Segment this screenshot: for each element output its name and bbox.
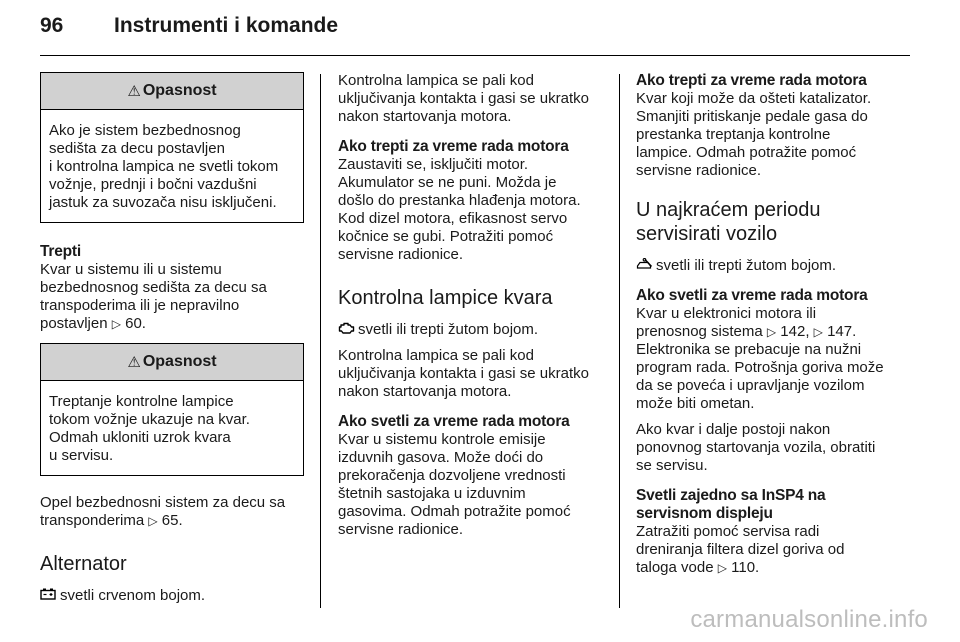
column-left bbox=[40, 72, 304, 613]
wrench-car-icon bbox=[636, 256, 656, 274]
battery-icon bbox=[40, 586, 60, 604]
text-line: Opel bezbednosni sistem za decu sa bbox=[40, 494, 286, 511]
text-line: gasovima. Odmah potražite pomoć bbox=[338, 503, 571, 520]
warning-triangle-icon: ⚠ bbox=[127, 83, 141, 100]
page-ref-link[interactable]: 65. bbox=[157, 512, 183, 529]
text-line: sedišta za decu postavljen bbox=[49, 140, 225, 157]
warning-title: Opasnost bbox=[142, 353, 217, 370]
text-line: servisirati vozilo bbox=[636, 223, 778, 245]
intro2-text bbox=[338, 347, 602, 401]
text-line: Zaustaviti se, isključiti motor. bbox=[338, 156, 529, 173]
text-line: program rada. Potrošnja goriva može bbox=[636, 359, 884, 376]
text-line bbox=[636, 323, 900, 341]
text-line: Ako kvar i dalje postoji nakon bbox=[636, 421, 831, 438]
page-ref-arrow-icon[interactable]: ▷ bbox=[766, 325, 777, 339]
text-line: Kvar koji može da ošteti katalizator. bbox=[636, 90, 872, 107]
text-line: servisnom displeju bbox=[636, 505, 773, 522]
text-line: može biti ometan. bbox=[636, 395, 755, 412]
text-line: se servisu. bbox=[636, 457, 708, 474]
warning-box bbox=[40, 343, 304, 476]
text-fragment: svetli ili trepti žutom bojom. bbox=[656, 257, 837, 274]
section-heading-blinks: Ako trepti za vreme rada motora bbox=[338, 138, 569, 155]
section-heading-trepti: Trepti bbox=[40, 243, 82, 260]
text-line: servisne radionice. bbox=[636, 162, 762, 179]
text-fragment: transponderima bbox=[40, 512, 149, 529]
column-divider bbox=[320, 74, 321, 608]
text-line: ponovnog startovanja vozila, obratiti bbox=[636, 439, 876, 456]
text-line: Treptanje kontrolne lampice bbox=[49, 393, 234, 410]
text-line bbox=[40, 512, 304, 530]
warning-header bbox=[41, 344, 303, 381]
alternator-text bbox=[40, 586, 304, 605]
intro-text bbox=[338, 72, 602, 126]
lights-text bbox=[338, 431, 602, 539]
text-line: kočnice se gubi. Potražiti pomoć bbox=[338, 228, 554, 245]
text-line: vožnje, prednji i bočni vazdušni bbox=[49, 176, 257, 193]
text-line: izduvnih gasova. Može doći do bbox=[338, 449, 544, 466]
text-line: Kod dizel motora, efikasnost servo bbox=[338, 210, 568, 227]
text-fragment: postavljen bbox=[40, 315, 112, 332]
blinks-text bbox=[636, 90, 900, 180]
text-line: prekoračenja dozvoljene vrednosti bbox=[338, 467, 566, 484]
text-line: Odmah ukloniti uzrok kvara bbox=[49, 429, 231, 446]
text-line: Smanjiti pritiskanje pedale gasa do bbox=[636, 108, 868, 125]
section-heading-lights: Ako svetli za vreme rada motora bbox=[338, 413, 570, 430]
text-line: Akumulator se ne puni. Možda je bbox=[338, 174, 557, 191]
page-ref-link[interactable]: 142, bbox=[776, 323, 814, 340]
text-line: da se poveća i upravljanje vozilom bbox=[636, 377, 865, 394]
text-line: nakon startovanja motora. bbox=[338, 108, 512, 125]
opel-text bbox=[40, 494, 304, 530]
section-heading-alternator: Alternator bbox=[40, 553, 127, 575]
text-line: nakon startovanja motora. bbox=[338, 383, 512, 400]
text-line: Elektronika se prebacuje na nužni bbox=[636, 341, 862, 358]
text-line: u servisu. bbox=[49, 447, 114, 464]
page-ref-link[interactable]: 147. bbox=[822, 323, 857, 340]
text-line: U najkraćem periodu bbox=[636, 199, 821, 221]
text-line: Svetli zajedno sa InSP4 na bbox=[636, 487, 826, 504]
text-line: servisne radionice. bbox=[338, 521, 464, 538]
text-line: Ako je sistem bezbednosnog bbox=[49, 122, 241, 139]
text-line: servisne radionice. bbox=[338, 246, 464, 263]
blinks-text bbox=[338, 156, 602, 264]
text-line: štetnih sastojaka u izduvnim bbox=[338, 485, 526, 502]
warning-text bbox=[41, 110, 303, 222]
warning-text bbox=[41, 381, 303, 475]
page-number: 96 bbox=[40, 14, 64, 37]
section-heading-insp bbox=[636, 487, 900, 523]
section-heading-lights: Ako svetli za vreme rada motora bbox=[636, 287, 868, 304]
section-heading-kontrolna: Kontrolna lampice kvara bbox=[338, 287, 553, 309]
text-line: Kvar u sistemu ili u sistemu bbox=[40, 261, 222, 278]
column-middle bbox=[338, 72, 602, 547]
text-line: jastuk za suvozača nisu isključeni. bbox=[49, 194, 277, 211]
text-line: bezbednosnog sedišta za decu sa bbox=[40, 279, 267, 296]
header-rule bbox=[40, 55, 910, 56]
page-ref-link[interactable]: 110. bbox=[726, 559, 760, 576]
section-heading-service bbox=[636, 198, 900, 246]
text-fragment: svetli ili trepti žutom bojom. bbox=[358, 321, 539, 338]
insp-text bbox=[636, 523, 900, 577]
text-line: prestanka treptanja kontrolne bbox=[636, 126, 831, 143]
page-title: Instrumenti i komande bbox=[114, 14, 339, 37]
warning-box bbox=[40, 72, 304, 223]
text-line: Kvar u sistemu kontrole emisije bbox=[338, 431, 546, 448]
page-ref-link[interactable]: 60. bbox=[120, 315, 146, 332]
section-heading-blinks: Ako trepti za vreme rada motora bbox=[636, 72, 867, 89]
engine-icon bbox=[338, 320, 358, 338]
restart-text bbox=[636, 421, 900, 475]
page-ref-arrow-icon[interactable]: ▷ bbox=[813, 325, 823, 339]
text-line: tokom vožnje ukazuje na kvar. bbox=[49, 411, 250, 428]
text-fragment: taloga vode bbox=[636, 559, 718, 576]
text-line bbox=[40, 315, 304, 333]
column-divider bbox=[619, 74, 620, 608]
text-line: došlo do prestanka hlađenja motora. bbox=[338, 192, 581, 209]
warning-triangle-icon: ⚠ bbox=[127, 354, 141, 371]
text-line: dreniranja filtera dizel goriva od bbox=[636, 541, 845, 558]
trepti-text bbox=[40, 261, 304, 333]
text-line: Kontrolna lampica se pali kod bbox=[338, 347, 534, 364]
warning-header bbox=[41, 73, 303, 110]
column-right bbox=[636, 72, 900, 585]
text-line bbox=[636, 559, 900, 577]
page-ref-arrow-icon[interactable]: ▷ bbox=[148, 514, 158, 528]
text-line: uključivanja kontakta i gasi se ukratko bbox=[338, 90, 589, 107]
kontrolna-text bbox=[338, 320, 602, 339]
service-text bbox=[636, 256, 900, 275]
text-line: lampice. Odmah potražite pomoć bbox=[636, 144, 857, 161]
warning-title: Opasnost bbox=[142, 82, 217, 99]
text-line: transpoderima ili je nepravilno bbox=[40, 297, 240, 314]
text-line: Zatražiti pomoć servisa radi bbox=[636, 523, 820, 540]
text-line: Kontrolna lampica se pali kod bbox=[338, 72, 534, 89]
text-fragment: svetli crvenom bojom. bbox=[60, 587, 206, 604]
text-line: i kontrolna lampica ne svetli tokom bbox=[49, 158, 279, 175]
text-line: Kvar u elektronici motora ili bbox=[636, 305, 817, 322]
watermark: carmanualsonline.info bbox=[690, 606, 928, 633]
page-ref-arrow-icon[interactable]: ▷ bbox=[717, 561, 727, 575]
page-header bbox=[40, 14, 338, 38]
text-line: uključivanja kontakta i gasi se ukratko bbox=[338, 365, 589, 382]
page-ref-arrow-icon[interactable]: ▷ bbox=[111, 317, 121, 331]
text-fragment: prenosnog sistema bbox=[636, 323, 767, 340]
lights-text bbox=[636, 305, 900, 413]
